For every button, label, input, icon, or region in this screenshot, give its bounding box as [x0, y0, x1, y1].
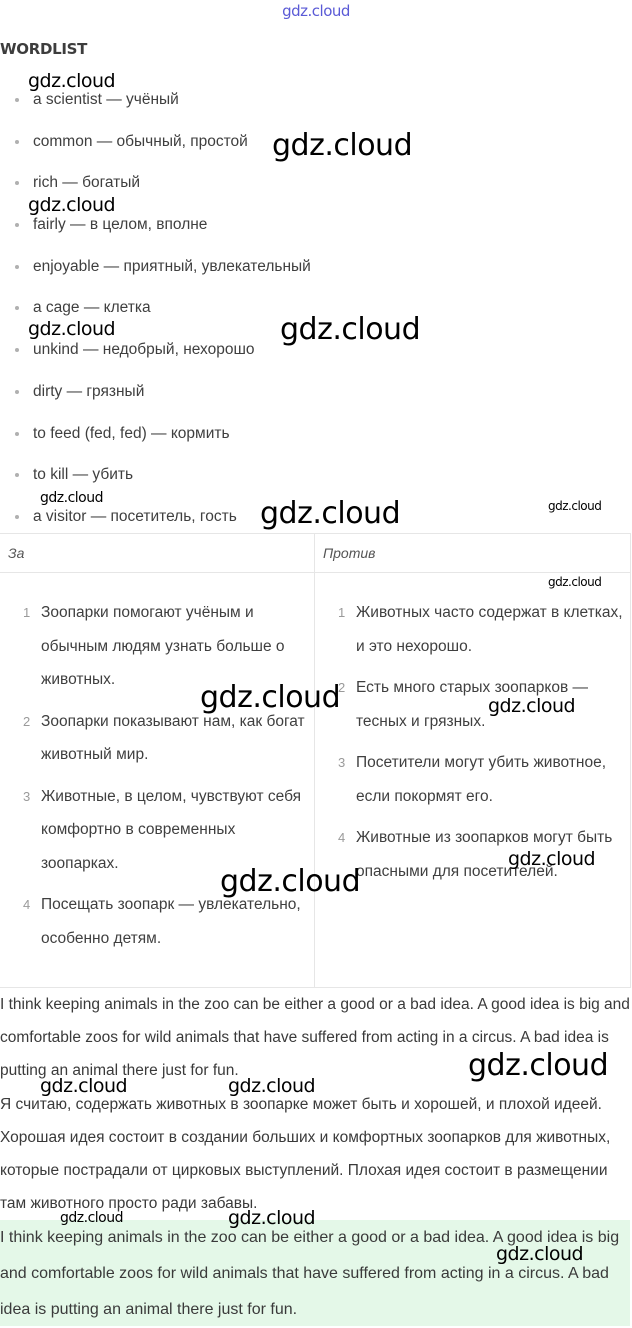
watermark: gdz.cloud [228, 1075, 316, 1097]
for-item: 4 Посещать зоопарк — увлекательно, особенно детям. [23, 896, 301, 947]
list-item: a scientist — учёный [0, 90, 632, 132]
watermark: gdz.cloud [488, 695, 576, 717]
list-item: fairly — в целом, вполне [0, 215, 632, 257]
against-column [315, 534, 631, 987]
watermark: gdz.cloud [40, 1075, 128, 1097]
bullet-icon [15, 140, 19, 144]
list-item: enjoyable — приятный, увлекательный [0, 257, 632, 299]
bullet-icon [15, 181, 19, 185]
for-list [23, 596, 311, 963]
bullet-icon [15, 390, 19, 394]
list-item: to feed (fed, fed) — кормить [0, 424, 632, 466]
watermark: gdz.cloud [260, 496, 401, 531]
watermark-top: gdz.cloud [282, 2, 350, 20]
watermark: gdz.cloud [468, 1048, 609, 1083]
watermark: gdz.cloud [220, 864, 361, 899]
for-item: 2 Зоопарки показывают нам, как богат животный мир. [23, 712, 305, 763]
against-item: 4 Животные из зоопарков могут быть опасными для посетителей. [338, 829, 613, 880]
english-paragraph: I think keeping animals in the zoo can be either a good or a bad idea. A good idea is big and comfortable zoos for wild animals that have suffered from acting in a circus. A bad idea is putting an animal there just for fun. [0, 996, 630, 1079]
list-item: dirty — грязный [0, 382, 632, 424]
against-header: Против [315, 534, 631, 573]
watermark: gdz.cloud [280, 312, 421, 347]
watermark: gdz.cloud [60, 1210, 123, 1226]
watermark: gdz.cloud [40, 490, 103, 506]
bullet-icon [15, 515, 19, 519]
list-item: to kill — убить [0, 465, 632, 507]
watermark: gdz.cloud [496, 1243, 584, 1265]
list-item: common — обычный, простой [0, 132, 632, 174]
pros-cons-table [0, 533, 631, 988]
highlighted-paragraph: I think keeping animals in the zoo can be either a good or a bad idea. A good idea is big and comfortable zoos for wild animals that have suffered from acting in a circus. A bad idea is putting an animal there just for fun. [0, 1220, 630, 1326]
against-item: 3 Посетители могут убить животное, если покормят его. [338, 754, 607, 805]
list-item: unkind — недобрый, нехорошо [0, 340, 632, 382]
bullet-icon [15, 432, 19, 436]
against-list [338, 596, 628, 896]
watermark: gdz.cloud [28, 194, 116, 216]
watermark: gdz.cloud [508, 848, 596, 870]
for-item: 3 Животные, в целом, чувствуют себя комфортно в современных зоопарках. [23, 787, 301, 872]
bullet-icon [15, 306, 19, 310]
watermark: gdz.cloud [28, 318, 116, 340]
list-item: a cage — клетка [0, 298, 632, 340]
watermark: gdz.cloud [200, 680, 341, 715]
wordlist [0, 90, 632, 549]
watermark: gdz.cloud [228, 1207, 316, 1229]
for-header: За [0, 534, 314, 573]
against-item: 1 Животных часто содержат в клетках, и это нехорошо. [338, 604, 623, 655]
watermark: gdz.cloud [548, 575, 602, 589]
bullet-icon [15, 265, 19, 269]
watermark: gdz.cloud [28, 70, 116, 92]
for-item: 1 Зоопарки помогают учёным и обычным людям узнать больше о животных. [23, 604, 285, 688]
wordlist-title: WORDLIST [0, 40, 88, 58]
bullet-icon [15, 98, 19, 102]
bullet-icon [15, 473, 19, 477]
list-item: rich — богатый [0, 173, 632, 215]
for-column [0, 534, 315, 987]
bullet-icon [15, 223, 19, 227]
russian-paragraph: Я считаю, содержать животных в зоопарке может быть и хорошей, и плохой идеей. Хорошая идея состоит в создании больших и комфортных зоопарков для животных, которые пострадали от цирковых выступлений. Плохая идея состоит в размещении там животного просто ради забавы. [0, 1096, 611, 1212]
against-item: 2 Есть много старых зоопарков — тесных и грязных. [338, 679, 589, 730]
watermark: gdz.cloud [272, 128, 413, 163]
list-item: a visitor — посетитель, гость [0, 507, 632, 549]
watermark: gdz.cloud [548, 499, 602, 513]
bullet-icon [15, 348, 19, 352]
